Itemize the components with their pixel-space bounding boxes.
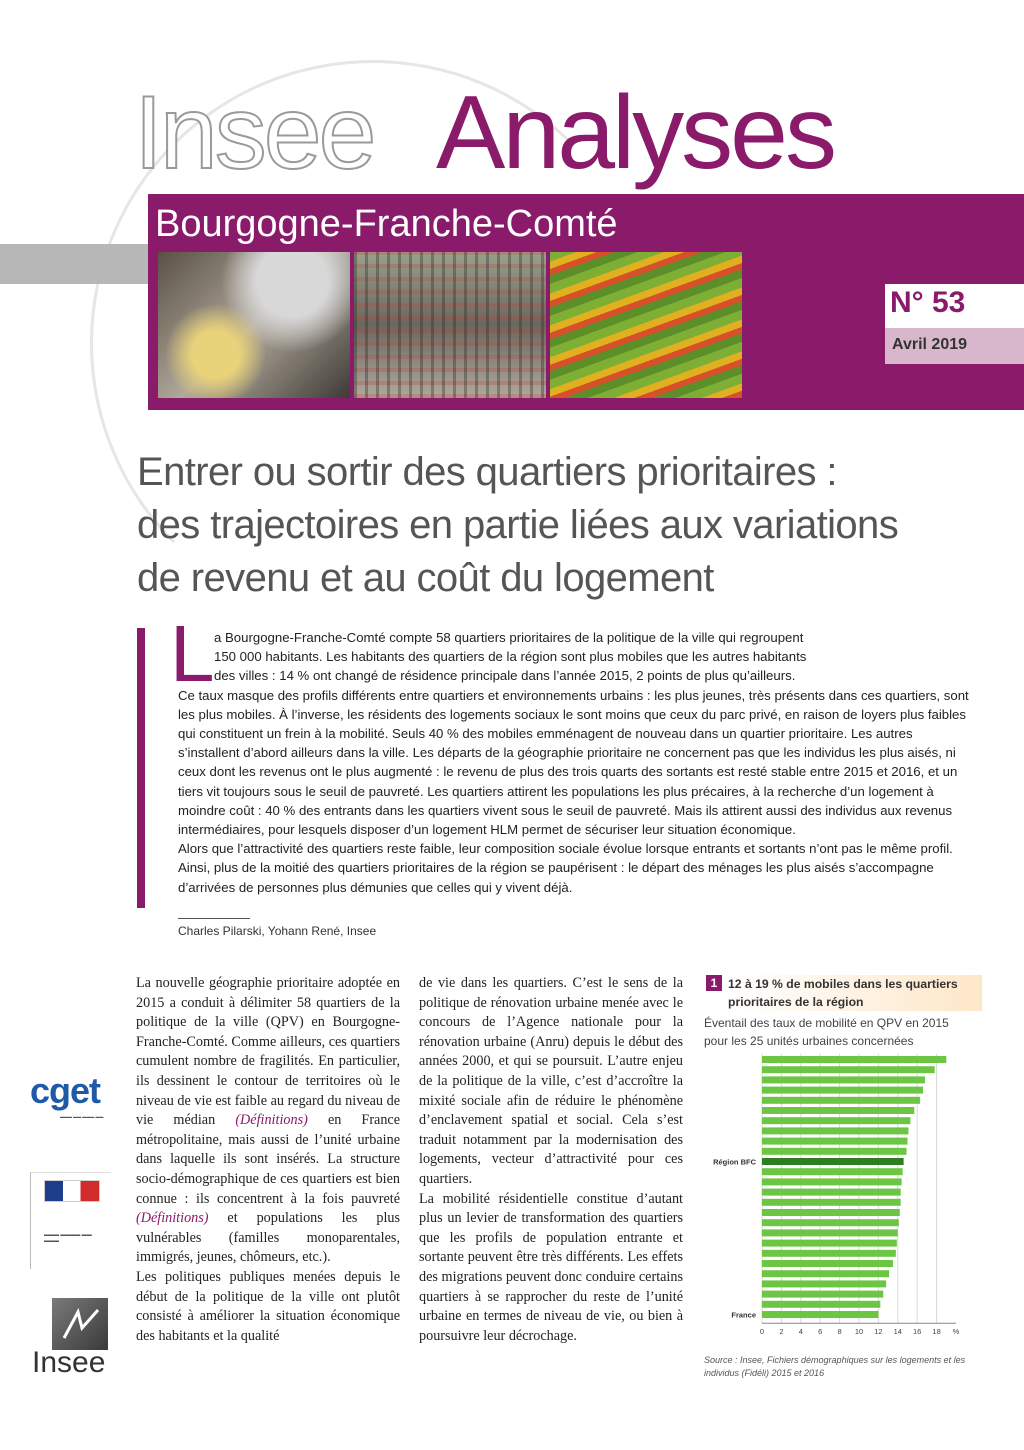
chart-bar: [762, 1280, 886, 1287]
body-paragraph-2: Les politiques publiques menées depuis le début de la politique de la ville ont plutôt consisté à améliorer la situation économique des habitants et la qualité: [136, 1268, 400, 1344]
chart-bar: [762, 1240, 897, 1247]
abstract-line-1: a Bourgogne-Franche-Comté compte 58 quartiers prioritaires de la politique de la ville qui regroupent: [214, 630, 804, 645]
chart-bar: [762, 1189, 901, 1196]
abstract-dropcap: L: [170, 609, 215, 698]
author-rule: [178, 918, 250, 919]
body-text: en France métropolitaine, mais aussi de l’unité urbaine dans laquelle ils sont insérés. La structure socio-démographique de ces quartiers est bien connue : ils concentrent à la fois pauvreté: [136, 1112, 401, 1207]
body-paragraph-3: de vie dans les quartiers. C’est le sens de la politique de rénovation urbaine menée avec le concours de l’Agence nationale pour la rénovation urbaine (Anru) depuis le début des années 2000, et qui se poursuit. L’autre enjeu de la politique de la ville, c’est d’accroître la mixité sociale afin de réduire le phénomène d’enclavement spatial et social. Cela s’est traduit notamment par la modernisation des logements, vecteur d’attractivité pour ces quartiers.: [419, 975, 683, 1187]
abstract-line-2: 150 000 habitants. Les habitants des quartiers de la région sont plus mobiles que les autres habitants: [214, 649, 807, 665]
brand-analyses: Analyses: [436, 75, 834, 191]
headline-line-1: Entrer ou sortir des quartiers prioritaires :: [137, 450, 837, 494]
chart-bar: [762, 1168, 903, 1175]
chart-bar: [762, 1158, 904, 1165]
brand-insee: Insee: [134, 75, 374, 191]
region-name: Bourgogne-Franche-Comté: [155, 203, 618, 245]
chart-subtitle: Éventail des taux de mobilité en QPV en 2015 pour les 25 unités urbaines concernées: [704, 1016, 949, 1048]
chart-x-tick-label: 12: [874, 1327, 883, 1337]
header-photo-vineyard: [550, 252, 742, 398]
abstract-paragraph-2: Alors que l’attractivité des quartiers reste faible, leur composition sociale évolue lorsque entrants et sortants n’ont pas le même profil. Ainsi, plus de la moitié des quartiers prioritaires de la région se paupérisent : le départ des ménages les plus aisés s’accompagne d’arrivées de personnes plus démunies que celles qui y vivent déjà.: [178, 841, 953, 895]
body-text: et populations les plus vulnérables (familles monoparentales, immigrés, jeunes, chômeurs, etc.).: [136, 1210, 400, 1266]
body-paragraph-4: La mobilité résidentielle constitue d’autant plus un levier de transformation des quartiers que les profils de population entrante et sortante peuvent être très différents. Les effets des migrations peuvent donc conduire certains quartiers à se rapprocher du reste de l’unité urbaine en termes de niveau de vie, ou bien à poursuivre leur décrochage.: [419, 1190, 683, 1344]
chart-x-tick-label: 10: [854, 1327, 864, 1337]
chart-bar: [762, 1117, 910, 1124]
chart-bar: [762, 1127, 908, 1134]
header-photo-crowd: [354, 252, 546, 398]
cget-logo: cget: [30, 1070, 101, 1111]
body-column-2: [419, 974, 683, 1346]
chart-x-tick-label: 18: [932, 1327, 941, 1337]
insee-logo-glyph-icon: [52, 1298, 108, 1350]
chart-bar: [762, 1219, 899, 1226]
chart-bar: [762, 1209, 900, 1216]
chart-bar: [762, 1087, 923, 1094]
body-paragraph-1: [136, 974, 400, 1268]
chart-x-tick-label: 8: [837, 1327, 842, 1337]
chart-bar: [762, 1311, 878, 1318]
chart-bar: [762, 1250, 896, 1257]
chart-bar: [762, 1178, 902, 1185]
body-column-1: [136, 974, 400, 1346]
mobility-bar-chart: [700, 1050, 972, 1350]
insee-logo-word: Insee: [32, 1346, 106, 1379]
chart-bar: [762, 1270, 889, 1277]
marianne-logo-subtext: ▬▬▬ ▬▬▬▬ ▬▬ ▬▬▬: [44, 1232, 92, 1244]
headline-line-2: des trajectoires en partie liées aux variations: [137, 503, 899, 547]
definitions-link[interactable]: (Définitions): [235, 1112, 308, 1129]
chart-x-tick-label: 14: [893, 1327, 902, 1337]
chart-bar-label: France: [731, 1310, 756, 1320]
french-flag-icon: [44, 1180, 100, 1202]
headline-line-3: de revenu et au coût du logement: [137, 556, 714, 600]
article-authors: Charles Pilarski, Yohann René, Insee: [178, 924, 377, 938]
cget-logo-subtext: ▬▬▬ ▬▬ ▬▬▬ ▬▬: [60, 1114, 104, 1119]
chart-bar: [762, 1097, 920, 1104]
chart-title: 12 à 19 % de mobiles dans les quartiers prioritaires de la région: [728, 975, 982, 1011]
abstract: [178, 628, 973, 897]
chart-x-tick-label: 0: [759, 1327, 765, 1337]
body-text: La nouvelle géographie prioritaire adoptée en 2015 a conduit à délimiter 58 quartiers de la politique de la ville (QPV) en Bourgogne-Franche-Comté. Comme ailleurs, ces quartiers cumulent nombre de fragilités. En particulier, ils dessinent le contour de territoires où le niveau de vie est faible au regard du niveau de vie médian: [136, 975, 400, 1129]
chart-bar: [762, 1291, 883, 1298]
chart-bar: [762, 1138, 908, 1145]
abstract-accent-bar: [137, 628, 145, 908]
chart-bar: [762, 1148, 907, 1155]
chart-bar: [762, 1107, 914, 1114]
chart-bar-label: Région BFC: [713, 1157, 756, 1167]
article-headline: [137, 446, 997, 605]
issue-number: N° 53: [890, 286, 966, 319]
chart-bar: [762, 1056, 946, 1063]
chart-bar: [762, 1260, 893, 1267]
chart-bar: [762, 1301, 880, 1308]
chart-bar: [762, 1229, 898, 1236]
definitions-link[interactable]: (Définitions): [136, 1210, 209, 1227]
chart-bar: [762, 1076, 925, 1083]
chart-number: 1: [706, 975, 722, 991]
chart-x-tick-label: 16: [913, 1327, 922, 1337]
header-photo-industry: [158, 252, 350, 398]
chart-x-tick-label: %: [952, 1327, 960, 1337]
chart-bar: [762, 1199, 901, 1206]
issue-date: Avril 2019: [892, 336, 968, 353]
chart-x-tick-label: 2: [779, 1327, 784, 1337]
chart-x-tick-label: 6: [818, 1327, 823, 1337]
abstract-paragraph-1: Ce taux masque des profils différents entre quartiers et environnements urbains : les plus jeunes, très présents dans ces quartiers, sont les plus mobiles. À l’inverse, les résidents des logements sociaux le sont moins que ceux du parc privé, en raison de loyers plus faibles qui constituent un frein à la mobilité. Seuls 40 % des mobiles emménagent de nouveau dans un quartier prioritaire. Les autres s’installent d’abord ailleurs dans la ville. Les départs de la géographie prioritaire ne concernent pas que les individus les plus aisés, ni ceux dont les revenus ont le plus augmenté : le revenu de plus des trois quarts des sortants est resté stable entre 2015 et 2016, et un tiers vit toujours sous le seuil de pauvreté. Les quartiers attirent les populations les plus précaires, à la recherche d’un logement à moindre coût : 40 % des entrants dans les quartiers vivent sous le seuil de pauvreté. Mais ils attirent aussi des individus aux revenus intermédiaires, pour lesquels disposer d’un logement HLM permet de sécuriser leur situation économique.: [178, 687, 969, 838]
chart-x-tick-label: 4: [798, 1327, 803, 1337]
abstract-line-3: des villes : 14 % ont changé de résidence principale dans l’année 2015, 2 points de plus qu’ailleurs.: [214, 668, 796, 684]
chart-source: Source : Insee, Fichiers démographiques sur les logements et les individus (Fidéli) 2015 et 2016: [704, 1355, 966, 1378]
chart-bar: [762, 1066, 935, 1073]
insee-logo-icon: [52, 1298, 108, 1350]
